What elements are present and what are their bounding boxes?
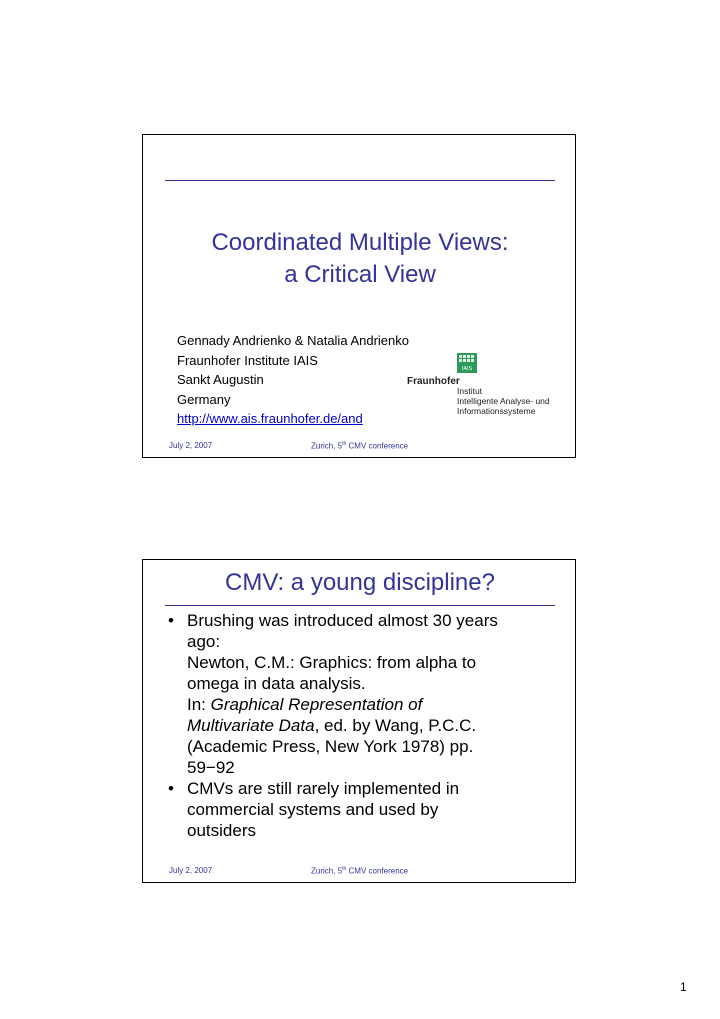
bullet-icon: • bbox=[168, 611, 174, 630]
citation-title-part-2: Multivariate Data bbox=[187, 716, 315, 735]
footer-conf-suffix: CMV conference bbox=[346, 866, 409, 876]
citation-title-part-1: Graphical Representation of bbox=[210, 695, 423, 714]
footer-conf-sup: th bbox=[342, 866, 347, 872]
bullet-item-2 bbox=[165, 778, 565, 841]
footer-conference bbox=[311, 441, 408, 451]
bullet-2-line-1: CMVs are still rarely implemented in bbox=[187, 779, 460, 798]
logo-wordmark: Fraunhofer bbox=[407, 376, 460, 387]
bullet-1-line-8: 59−92 bbox=[187, 758, 235, 777]
logo-inst-line-2: Intelligente Analyse- und bbox=[457, 396, 550, 406]
footer-date: July 2, 2007 bbox=[169, 866, 213, 875]
bullet-1-line-1: Brushing was introduced almost 30 years bbox=[187, 611, 498, 630]
bullet-1-line-2: ago: bbox=[187, 632, 221, 651]
title-line-2: a Critical View bbox=[284, 261, 436, 288]
bullet-1-line-6 bbox=[187, 715, 565, 736]
logo-inst-line-1: Institut bbox=[457, 386, 483, 396]
city-text: Sankt Augustin bbox=[177, 372, 264, 387]
bullet-2-line-2: commercial systems and used by bbox=[187, 800, 439, 819]
footer-conf-prefix: Zurich, 5 bbox=[311, 441, 343, 451]
title-rule bbox=[165, 180, 555, 181]
fraunhofer-iais-logo bbox=[407, 351, 557, 416]
bullet-1-line-5 bbox=[187, 694, 565, 715]
logo-institute-text bbox=[457, 386, 550, 416]
footer-conf-suffix: CMV conference bbox=[346, 441, 409, 451]
footer-conf-prefix: Zurich, 5 bbox=[311, 866, 343, 876]
author-block bbox=[177, 331, 409, 429]
country-text: Germany bbox=[177, 391, 231, 407]
homepage-link[interactable]: http://www.ais.fraunhofer.de/and bbox=[177, 411, 363, 426]
bullet-icon: • bbox=[168, 779, 174, 798]
bullet-item-1 bbox=[165, 610, 565, 778]
citation-prefix: In: bbox=[187, 695, 211, 714]
slide-1 bbox=[142, 134, 576, 458]
footer-conference bbox=[311, 866, 408, 876]
bullet-list bbox=[165, 610, 565, 841]
slide-2 bbox=[142, 559, 576, 883]
title-line-1: Coordinated Multiple Views: bbox=[211, 229, 509, 256]
institute-text: Fraunhofer Institute IAIS bbox=[177, 352, 318, 368]
fraunhofer-iais-logo-icon bbox=[457, 353, 477, 373]
footer-date: July 2, 2007 bbox=[169, 441, 213, 450]
slide-title: CMV: a young discipline? bbox=[225, 569, 495, 596]
authors-text: Gennady Andrienko & Natalia Andrienko bbox=[177, 333, 409, 348]
bullet-2-line-3: outsiders bbox=[187, 821, 256, 840]
footer-conf-sup: th bbox=[342, 441, 347, 447]
logo-inst-line-3: Informationssysteme bbox=[457, 406, 536, 416]
bullet-1-line-4: omega in data analysis. bbox=[187, 674, 366, 693]
bullet-1-line-3: Newton, C.M.: Graphics: from alpha to bbox=[187, 653, 477, 672]
page-number: 1 bbox=[680, 980, 687, 994]
slide-title bbox=[143, 227, 577, 291]
title-rule bbox=[165, 605, 555, 606]
citation-editor: , ed. by Wang, P.C.C. bbox=[314, 716, 477, 735]
logo-mark-label: IAIS bbox=[461, 366, 473, 372]
bullet-1-line-7: (Academic Press, New York 1978) pp. bbox=[187, 737, 474, 756]
